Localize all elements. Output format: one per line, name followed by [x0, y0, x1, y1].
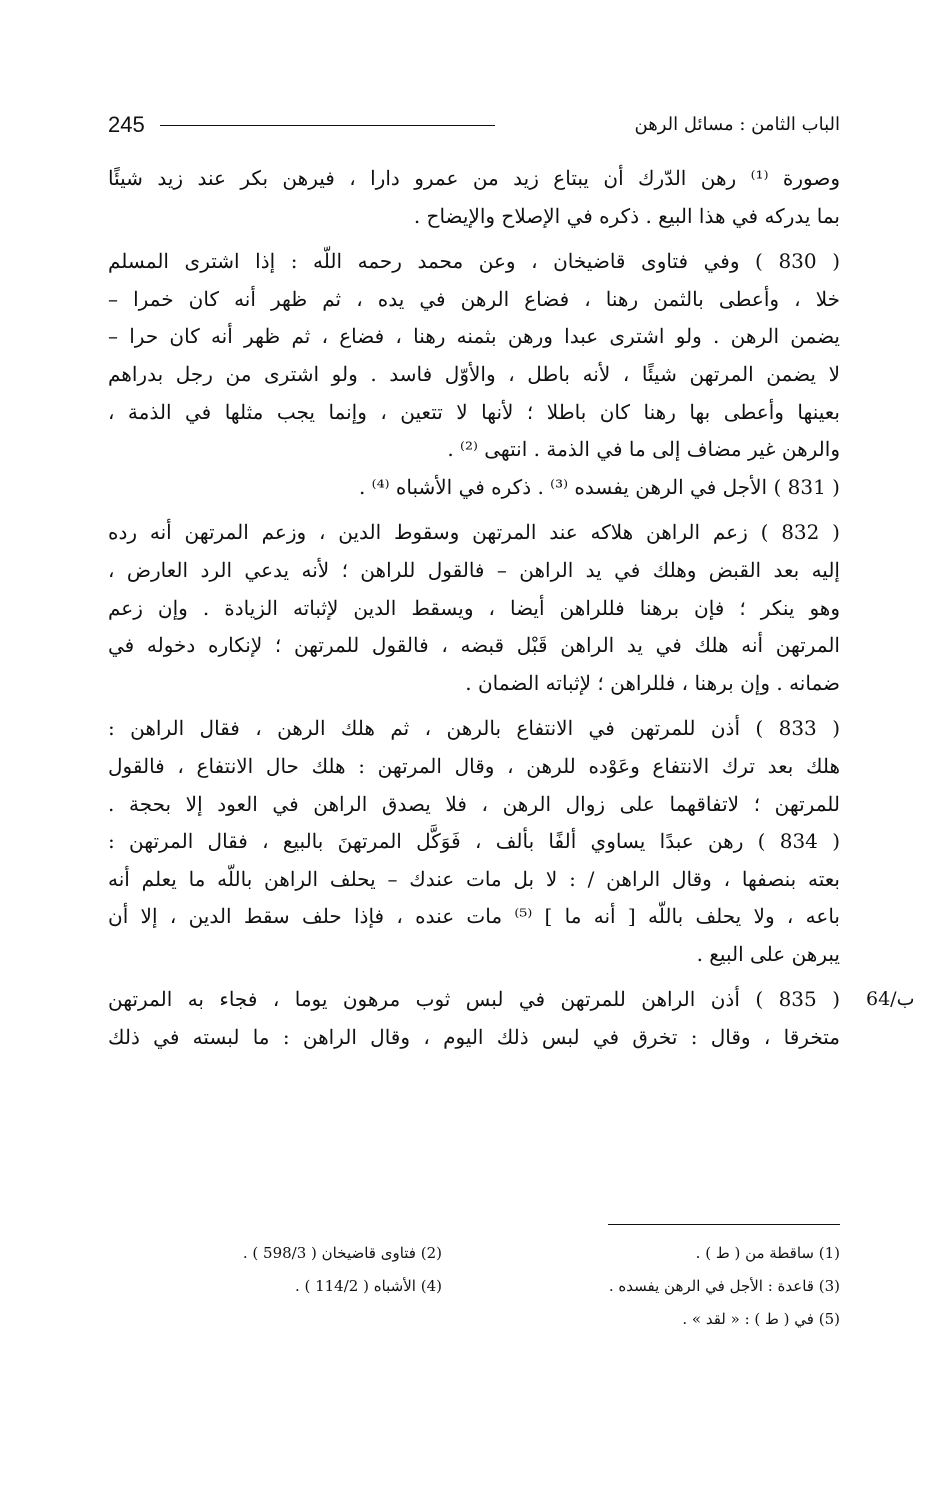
text-line: لا يضمن المرتهن شيئًا ، لأنه باطل ، والأوّل فاسد . ولو اشترى من رجل بدراهم — [108, 361, 840, 386]
text-line: خلا ، وأعطى بالثمن رهنا ، فضاع الرهن في يده ، ثم ظهر أنه كان خمرا – — [108, 286, 840, 311]
text-line: باعه ، ولا يحلف باللّه [ أنه ما ] ⁽⁵⁾ مات عنده ، فإذا حلف سقط الدين ، إلا أن — [108, 904, 840, 929]
footnote-4: (4) الأشباه ( 114/2 ) . — [294, 1277, 442, 1295]
footnote-separator — [608, 1224, 840, 1225]
text-line: يبرهن على البيع . — [696, 941, 840, 966]
footnotes — [108, 1244, 840, 1343]
text-line: بعته بنصفها ، وقال الراهن / : لا بل مات عندك – يحلف الراهن باللّه ما يعلم أنه — [108, 866, 840, 891]
text-line: إليه بعد القبض وهلك في يد الراهن – فالقول للراهن ؛ لأنه يدعي الرد العارض ، — [108, 557, 840, 582]
text-line: وهو ينكر ؛ فإن برهنا فللراهن أيضا ، ويسقط الدين لإثباته الزيادة . وإن زعم — [108, 595, 840, 620]
footnote-1: (1) ساقطة من ( ط ) . — [695, 1244, 840, 1262]
text-line: للمرتهن ؛ لاتفاقهما على زوال الرهن ، فلا يصدق الراهن في العود إلا بحجة . — [108, 791, 840, 816]
body-text — [108, 160, 840, 1057]
chapter-title: الباب الثامن : مسائل الرهن — [634, 114, 840, 135]
text-line: ضمانه . وإن برهنا ، فللراهن ؛ لإثباته الضمان . — [465, 670, 840, 695]
manuscript-folio-marker: 64/ب — [866, 988, 915, 1010]
text-line: ( 834 ) رهن عبدًا يساوي ألفًا بألف ، فَوَكَّل المرتهنَ بالبيع ، فقال المرتهن : — [108, 829, 840, 854]
running-header — [108, 112, 840, 148]
text-line: هلك بعد ترك الانتفاع وعَوْده للرهن ، وقال المرتهن : هلك حال الانتفاع ، فالقول — [108, 753, 840, 778]
text-line: ( 835 ) أذن الراهن للمرتهن في لبس ثوب مرهون يوما ، فجاء به المرتهن — [108, 987, 840, 1012]
text-line: المرتهن أنه هلك في يد الراهن قَبْل قبضه ، فالقول للمرتهن ؛ لإنكاره دخوله في — [108, 633, 840, 658]
text-line: يضمن الرهن . ولو اشترى عبدا ورهن بثمنه رهنا ، فضاع ، ثم ظهر أنه كان حرا – — [108, 324, 840, 349]
text-line: بعينها وأعطى بها رهنا كان باطلا ؛ لأنها لا تتعين ، وإنما يجب مثلها في الذمة ، — [108, 399, 840, 424]
header-rule — [160, 125, 495, 126]
text-line: ( 831 ) الأجل في الرهن يفسده ⁽³⁾ . ذكره في الأشباه ⁽⁴⁾ . — [358, 474, 840, 499]
text-line: ( 832 ) زعم الراهن هلاكه عند المرتهن وسقوط الدين ، وزعم المرتهن أنه رده — [108, 520, 840, 545]
footnote-2: (2) فتاوى قاضيخان ( 598/3 ) . — [242, 1244, 442, 1262]
text-line: بما يدركه في هذا البيع . ذكره في الإصلاح والإيضاح . — [413, 203, 840, 228]
footnote-3: (3) قاعدة : الأجل في الرهن يفسده . — [608, 1277, 840, 1295]
text-line: ( 830 ) وفي فتاوى قاضيخان ، وعن محمد رحمه اللّه : إذا اشترى المسلم — [108, 249, 840, 274]
page-number: 245 — [108, 112, 145, 137]
text-line: وصورة ⁽¹⁾ رهن الدّرك أن يبتاع زيد من عمرو دارا ، فيرهن بكر عند زيد شيئًا — [108, 166, 841, 190]
footnote-5: (5) في ( ط ) : « لقد » . — [682, 1310, 840, 1328]
text-line: ( 833 ) أذن للمرتهن في الانتفاع بالرهن ، ثم هلك الرهن ، فقال الراهن : — [108, 716, 840, 741]
text-line: والرهن غير مضاف إلى ما في الذمة . انتهى ⁽²⁾ . — [447, 437, 840, 462]
text-line: متخرقا ، وقال : تخرق في لبس ذلك اليوم ، وقال الراهن : ما لبسته في ذلك — [108, 1025, 840, 1050]
